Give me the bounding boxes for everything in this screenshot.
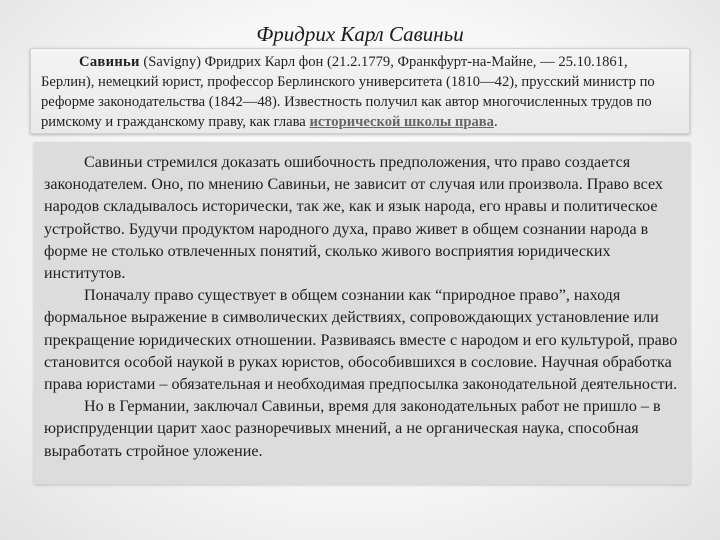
paragraph-2: Поначалу право существует в общем сознании как “природное право”, находя формальное выражение в символических действиях, сопровождающих установление или прекращение юридических отношении. Развиваясь вместе с народом и его культурой, право становится особой наукой в руках юристов, обособившихся в сословие. Научная обработка права юристами – обязательная и необходимая предпосылка законодательной деятельности. [44, 287, 678, 394]
paragraph-1: Савиньи стремился доказать ошибочность предположения, что право создается законодателем. Оно, по мнению Савиньи, не зависит от случая или произвола. Право всех народов складывалось исторически, так же, как и язык народа, его нравы и политическое устройство. Будучи продуктом народного духа, право живет в общем сознании народа в форме не столько отвлеченных понятий, сколько живого восприятия юридических институтов. [44, 154, 663, 283]
bio-trailing: . [493, 114, 498, 130]
bio-text: (Savigny) Фридрих Карл фон (21.2.1779, Франкфурт-на-Майне, — 25.10.1861, Берлин), немецкий юрист, профессор Берлинского университета (1810—42), прусский министр по реформе законодательства (1842—48). Известность получил как автор многочисленных трудов по римскому и гражданскому праву, как глава [41, 54, 655, 130]
main-text-box [34, 142, 690, 484]
paragraph-3: Но в Германии, заключал Савиньи, время для законодательных работ не пришло – в юриспруденции царит хаос разноречивых мнений, а не органическая наука, способная выработать стройное уложение. [44, 398, 661, 460]
historical-school-link[interactable]: исторической школы права [309, 114, 494, 130]
biography-box [30, 48, 690, 134]
bio-term: Савиньи [79, 54, 140, 70]
slide-title: Фридрих Карл Савиньи [256, 22, 464, 46]
